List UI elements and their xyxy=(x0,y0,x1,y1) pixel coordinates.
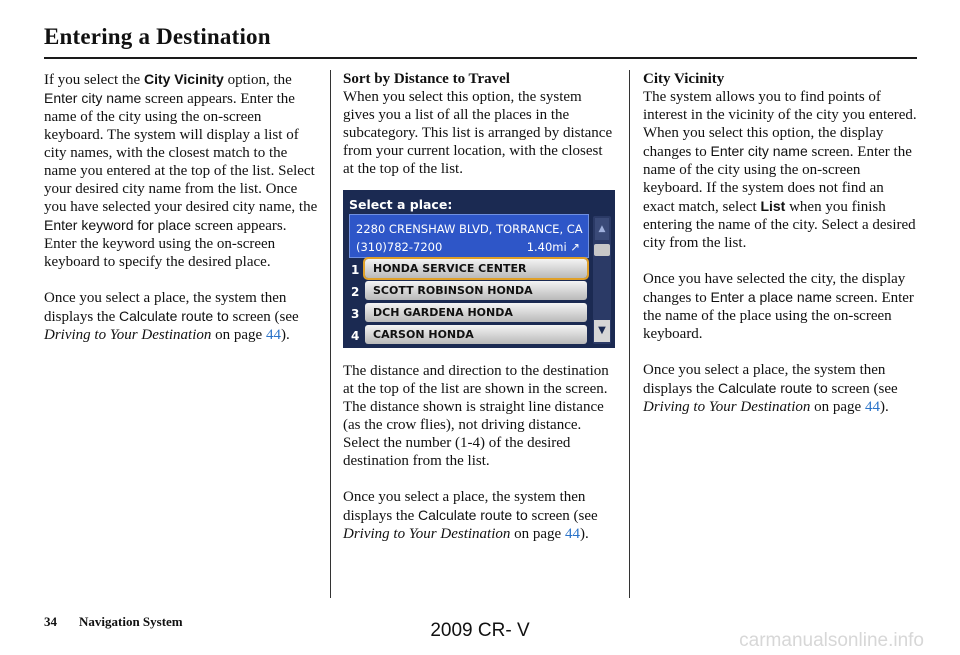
list-item[interactable] xyxy=(343,258,591,280)
scroll-up-arrow-icon[interactable]: ▲ xyxy=(595,218,609,240)
list-item[interactable] xyxy=(343,324,591,346)
column-1 xyxy=(44,70,320,362)
ui-label-enter-city-name: Enter city name xyxy=(710,143,808,159)
col2-paragraph-2: The distance and direction to the destination at the top of the list are shown in the screen. The distance shown is straight line distance (as the crow flies), not driving distance. Select the number (1-4) of the desired destination from the list. xyxy=(343,363,609,469)
ui-label-calculate-route: Calculate route to xyxy=(119,308,229,324)
ui-label-city-vicinity: City Vicinity xyxy=(143,71,224,87)
distance-text: 1.40mi ↗ xyxy=(526,240,580,254)
column-2 xyxy=(343,70,615,561)
address-box xyxy=(349,214,589,258)
cross-reference: Driving to Your Destination xyxy=(44,327,212,343)
scrollbar[interactable] xyxy=(593,216,611,344)
list-item-button[interactable]: DCH GARDENA HONDA xyxy=(365,303,587,322)
section-heading-sort-by-distance: Sort by Distance to Travel xyxy=(343,71,510,87)
list-item-number: 2 xyxy=(351,285,360,299)
list-item-number: 3 xyxy=(351,307,360,321)
ui-label-calculate-route: Calculate route to xyxy=(418,507,528,523)
watermark: carmanualsonline.info xyxy=(739,630,924,651)
scroll-thumb[interactable] xyxy=(594,244,610,256)
list-item-button[interactable]: CARSON HONDA xyxy=(365,325,587,344)
column-3 xyxy=(643,70,917,434)
address-text: 2280 CRENSHAW BLVD, TORRANCE, CA xyxy=(356,222,583,236)
phone-text: (310)782-7200 xyxy=(356,240,443,254)
ui-label-list: List xyxy=(760,198,786,214)
screen-title: Select a place: xyxy=(349,197,453,212)
ui-label-enter-place-name: Enter a place name xyxy=(710,289,832,305)
column-divider-1 xyxy=(330,70,331,598)
col2-paragraph-1: When you select this option, the system gives you a list of all the places in the subcategory. This list is arranged by distance from your current location, with the closest at the top of the list. xyxy=(343,89,613,177)
page-link[interactable]: 44 xyxy=(564,526,580,542)
list-item-button[interactable]: SCOTT ROBINSON HONDA xyxy=(365,281,587,300)
col2-paragraph-3: Once you select a place, the system then displays the Calculate route to screen (see Driving to Your Destination on page 44). xyxy=(343,489,598,542)
col1-paragraph-2: Once you select a place, the system then displays the Calculate route to screen (see Driving to Your Destination on page 44). xyxy=(44,290,299,343)
navigation-screen xyxy=(343,190,615,348)
col3-paragraph-1: The system allows you to find points of interest in the vicinity of the city you entered. When you select this option, the display changes to Enter city name screen. Enter the name of the city using the on-screen keyboard. If the system does not find an exact match, select List when you finish entering the name of the city. Select a desired city from the list. xyxy=(643,89,917,251)
list-item-number: 1 xyxy=(351,263,360,277)
list-item[interactable] xyxy=(343,302,591,324)
col1-paragraph-1: If you select the City Vicinity option, the Enter city name screen appears. Enter the name of the city using the on-screen keyboard. The system will display a list of city names, with the closest match to the name you entered at the top of the list. Select your desired city name from the list. Once you have selected your desired city name, the Enter keyword for place screen appears. Enter the keyword using the on-screen keyboard to specify the desired place. xyxy=(44,71,318,270)
col3-paragraph-2: Once you have selected the city, the display changes to Enter a place name screen. Enter the name of the place using the on-screen keyboard. xyxy=(643,271,914,342)
page-link[interactable]: 44 xyxy=(864,399,880,415)
list-item-number: 4 xyxy=(351,329,360,343)
footer-section-name: Navigation System xyxy=(79,614,183,629)
page-link[interactable]: 44 xyxy=(265,327,281,343)
ui-label-calculate-route: Calculate route to xyxy=(718,380,828,396)
footer-page-number: 34 xyxy=(44,614,57,629)
page-title: Entering a Destination xyxy=(44,24,271,49)
ui-label-enter-city-name: Enter city name xyxy=(44,90,142,106)
title-rule xyxy=(44,57,917,59)
col3-paragraph-3: Once you select a place, the system then displays the Calculate route to screen (see Driving to Your Destination on page 44). xyxy=(643,362,898,415)
scroll-down-arrow-icon[interactable]: ▼ xyxy=(594,320,610,342)
footer-model: 2009 CR- V xyxy=(430,620,530,641)
section-heading-city-vicinity: City Vicinity xyxy=(643,71,725,87)
cross-reference: Driving to Your Destination xyxy=(643,399,811,415)
cross-reference: Driving to Your Destination xyxy=(343,526,511,542)
list-item-button[interactable]: HONDA SERVICE CENTER xyxy=(365,259,587,278)
column-divider-2 xyxy=(629,70,630,598)
list-item[interactable] xyxy=(343,280,591,302)
ui-label-enter-keyword: Enter keyword for place xyxy=(44,217,192,233)
